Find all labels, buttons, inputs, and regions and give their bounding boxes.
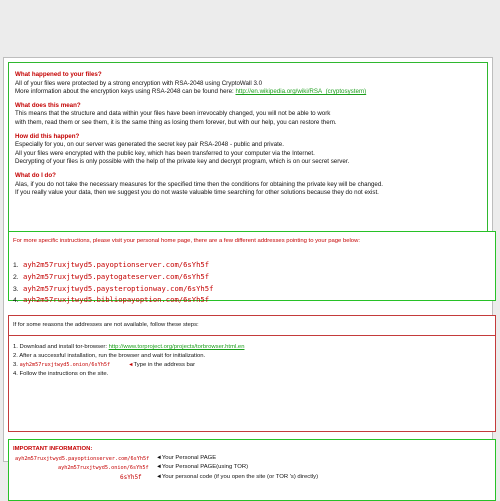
torproject-link[interactable]: http://www.torproject.org/projects/torbrowser.html.en xyxy=(108,343,245,350)
ransom-note-panel xyxy=(3,57,493,482)
address-url[interactable]: ayh2m57ruxjtwyd5.paytogateserver.com/6sYh5f xyxy=(23,271,210,281)
personal-page-code[interactable]: ayh2m57ruxjtwyd5.payoptionserver.com/6sYh5f xyxy=(15,455,150,462)
important-row-1 xyxy=(13,454,491,463)
address-url[interactable]: ayh2m57ruxjtwyd5.bibliopayoption.com/6sYh5f xyxy=(23,295,210,305)
arrow-left-icon: ◄ xyxy=(128,361,134,368)
tor-step-1 xyxy=(13,343,491,352)
tor-step-4: 4. Follow the instructions on the site. xyxy=(13,370,109,377)
address-number: 2. xyxy=(13,273,19,281)
personal-page-desc: ◄Your Personal PAGE xyxy=(156,455,217,462)
important-information-box xyxy=(8,439,496,501)
personal-page-addresses-box xyxy=(8,231,496,305)
faq-question-4: What do I do? xyxy=(15,171,56,179)
important-row-3 xyxy=(13,473,491,482)
faq-answer-4-line-1: Alas, if you do not take the necessary measures for the specified time then the conditions for obtaining the private key will be changed. xyxy=(15,180,384,188)
addresses-intro: For more specific instructions, please visit your personal home page, there are a few different addresses pointing to your page below: xyxy=(13,238,360,244)
tor-instructions-box xyxy=(8,315,496,432)
tor-page-code[interactable]: ayh2m57ruxjtwyd5.onion/6sYh5f xyxy=(58,464,149,471)
tor-step-3 xyxy=(13,361,491,370)
tor-step-3-number: 3. xyxy=(13,361,18,368)
faq-answer-3-line-1: Especially for you, on our server was generated the secret key pair RSA-2048 - public and private. xyxy=(15,141,284,149)
faq-answer-2-line-2: with them, read them or see them, it is the same thing as losing them forever, but with our help, you can restore them. xyxy=(15,118,337,126)
tor-step-2: 2. After a successful installation, run the browser and wait for initialization. xyxy=(13,352,206,359)
tor-step-3-text: Type in the address bar xyxy=(133,361,196,368)
personal-code-desc: ◄Your personal code (if you open the site (or TOR 's) directly) xyxy=(156,473,319,480)
faq-answer-3-line-2: All your files were encrypted with the public key, which has been transferred to your computer via the Internet. xyxy=(15,149,315,157)
address-number: 4. xyxy=(13,297,19,305)
faq-answer-2-line-1: This means that the structure and data within your files have been irrevocably changed, you will not be able to work xyxy=(15,110,331,118)
address-item-4[interactable] xyxy=(13,295,491,307)
address-number: 1. xyxy=(13,262,19,269)
address-url[interactable]: ayh2m57ruxjtwyd5.paysteroptionway.com/6sYh5f xyxy=(23,283,214,293)
tor-page-desc: ◄Your Personal PAGE(using TOR) xyxy=(156,464,249,471)
address-item-3[interactable] xyxy=(13,284,491,296)
tor-step-1-text: 1. Download and install tor-browser: xyxy=(13,343,109,350)
address-list xyxy=(13,260,491,307)
faq-question-2: What does this mean? xyxy=(15,101,81,109)
rsa-wiki-link[interactable]: http://en.wikipedia.org/wiki/RSA_(cryptosystem) xyxy=(235,88,367,96)
tor-intro: If for some reasons the addresses are not available, follow these steps: xyxy=(13,322,199,328)
important-title: IMPORTANT INFORMATION: xyxy=(13,446,93,452)
onion-address[interactable]: ayh2m57ruxjtwyd5.onion/6sYh5f xyxy=(19,361,111,368)
faq-answer-3-line-3: Decrypting of your files is only possible with the help of the private key and decrypt program, which is on our secret server. xyxy=(15,158,350,166)
faq-answer-1-line-2 xyxy=(15,88,481,97)
faq-answer-1-line-1: All of your files were protected by a strong encryption with RSA-2048 using CryptoWall 3.0 xyxy=(15,79,263,87)
personal-code[interactable]: 6sYh5f xyxy=(120,474,142,482)
address-item-1[interactable] xyxy=(13,260,491,272)
address-number: 3. xyxy=(13,285,19,293)
faq-question-3: How did this happen? xyxy=(15,132,80,140)
faq-question-1: What happened to your files? xyxy=(15,71,102,78)
faq-answer-4-line-2: If you really value your data, then we suggest you do not waste valuable time searching for other solutions because they do not exist. xyxy=(15,189,379,197)
address-item-2[interactable] xyxy=(13,272,491,284)
important-row-2 xyxy=(13,463,491,472)
faq-answer-1-line-2-text: More information about the encryption keys using RSA-2048 can be found here: xyxy=(15,88,236,96)
address-url[interactable]: ayh2m57ruxjtwyd5.payoptionserver.com/6sYh5f xyxy=(23,260,210,269)
divider xyxy=(9,335,495,336)
